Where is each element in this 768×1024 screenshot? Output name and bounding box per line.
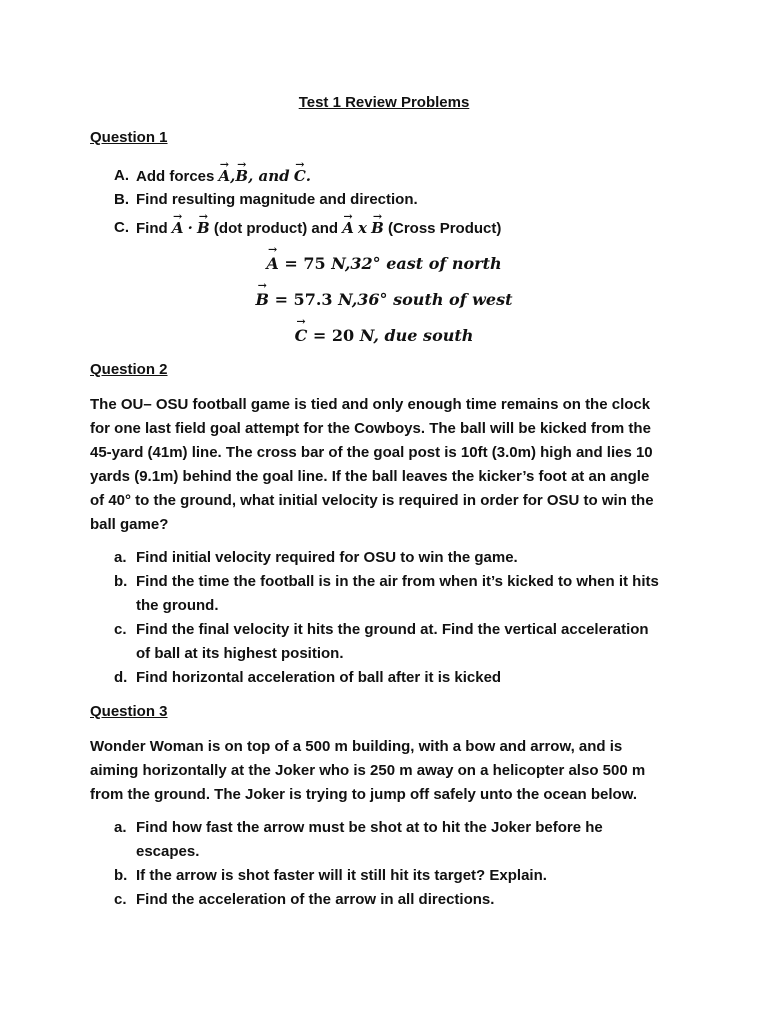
question-2-heading: Question 2 — [90, 361, 168, 378]
list-item-text: If the arrow is shot faster will it still hit its target? Explain. — [136, 867, 547, 884]
list-marker: a. — [114, 819, 127, 836]
paragraph-line: Wonder Woman is on top of a 500 m building, with a bow and arrow, and is — [90, 738, 623, 755]
and-text: , and — [248, 167, 290, 185]
list-item-text: Find horizontal acceleration of ball after it is kicked — [136, 669, 502, 686]
eq-a-unit: N — [331, 254, 345, 273]
paragraph-line: for one last field goal attempt for the Cowboys. The ball will be kicked from the — [90, 420, 651, 437]
eq-vector-b: → B — [255, 290, 269, 309]
paragraph-line: The OU– OSU football game is tied and only enough time remains on the clock — [90, 396, 651, 413]
eq-b-value: = 57.3 — [274, 290, 333, 309]
question-3-heading: Question 3 — [90, 703, 168, 720]
question-3-paragraph — [90, 735, 690, 807]
paragraph-line: ball game? — [90, 516, 169, 533]
vector-b: → B — [235, 164, 248, 188]
list-item-text-continued: escapes. — [136, 843, 200, 860]
eq-vector-c: → C — [295, 326, 308, 345]
q1-item-a-text: Add forces — [136, 168, 215, 185]
period: . — [305, 167, 312, 185]
equation-c — [0, 326, 768, 345]
list-item-text: Find the time the football is in the air from when it’s kicked to when it hits — [136, 573, 659, 590]
eq-c-unit: N — [359, 326, 374, 345]
eq-a-direction: ,32° east of north — [344, 254, 502, 273]
eq-b-direction: ,36° south of west — [351, 290, 513, 309]
list-marker: c. — [114, 891, 127, 908]
vector-b-cross: → B — [371, 216, 384, 240]
cross-operator: x — [358, 219, 367, 237]
list-item-text: Find the acceleration of the arrow in all directions. — [136, 891, 495, 908]
list-item-text-continued: of ball at its highest position. — [136, 645, 344, 662]
q1-item-c-marker: C. — [114, 219, 129, 236]
equation-b — [0, 290, 768, 309]
vector-a-dot: → A — [172, 216, 184, 240]
cross-product-text: (Cross Product) — [388, 220, 502, 237]
list-marker: c. — [114, 621, 127, 638]
equation-a — [0, 254, 768, 273]
find-text: Find — [136, 220, 168, 237]
paragraph-line: 45-yard (41m) line. The cross bar of the goal post is 10ft (3.0m) high and lies 10 — [90, 444, 653, 461]
eq-c-direction: , due south — [373, 326, 474, 345]
paragraph-line: of 40° to the ground, what initial velocity is required in order for OSU to win the — [90, 492, 654, 509]
question-2-paragraph — [90, 393, 690, 537]
list-item-text: Find initial velocity required for OSU to win the game. — [136, 549, 518, 566]
paragraph-line: aiming horizontally at the Joker who is 250 m away on a helicopter also 500 m — [90, 762, 646, 779]
list-marker: b. — [114, 573, 128, 590]
q1-item-b-marker: B. — [114, 191, 129, 208]
dot-product-text: (dot product) and — [213, 220, 339, 237]
comma: , — [230, 167, 236, 185]
eq-a-value: = 75 — [284, 254, 326, 273]
vector-b-dot: → B — [197, 216, 210, 240]
page-title: Test 1 Review Problems — [298, 94, 470, 111]
list-marker: d. — [114, 669, 128, 686]
paragraph-line: yards (9.1m) behind the goal line. If the ball leaves the kicker’s foot at an angle — [90, 468, 650, 485]
vector-a-cross: → A — [342, 216, 354, 240]
list-item-text: Find the final velocity it hits the ground at. Find the vertical acceleration — [136, 621, 649, 638]
q1-item-b-text: Find resulting magnitude and direction. — [136, 191, 418, 208]
list-item-text-continued: the ground. — [136, 597, 219, 614]
dot-operator: · — [187, 219, 193, 237]
eq-vector-a: → A — [266, 254, 278, 273]
eq-c-value: = 20 — [312, 326, 355, 345]
eq-b-unit: N — [338, 290, 352, 309]
vector-c: → C — [294, 164, 306, 188]
q1-item-a-marker: A. — [114, 167, 129, 184]
vector-a: → A — [219, 164, 231, 188]
list-item-text: Find how fast the arrow must be shot at to hit the Joker before he — [136, 819, 603, 836]
question-1-heading: Question 1 — [90, 129, 168, 146]
q1-item-a — [114, 164, 674, 188]
q1-item-c — [114, 216, 674, 240]
paragraph-line: from the ground. The Joker is trying to jump off safely unto the ocean below. — [90, 786, 637, 803]
list-marker: a. — [114, 549, 127, 566]
list-marker: b. — [114, 867, 128, 884]
